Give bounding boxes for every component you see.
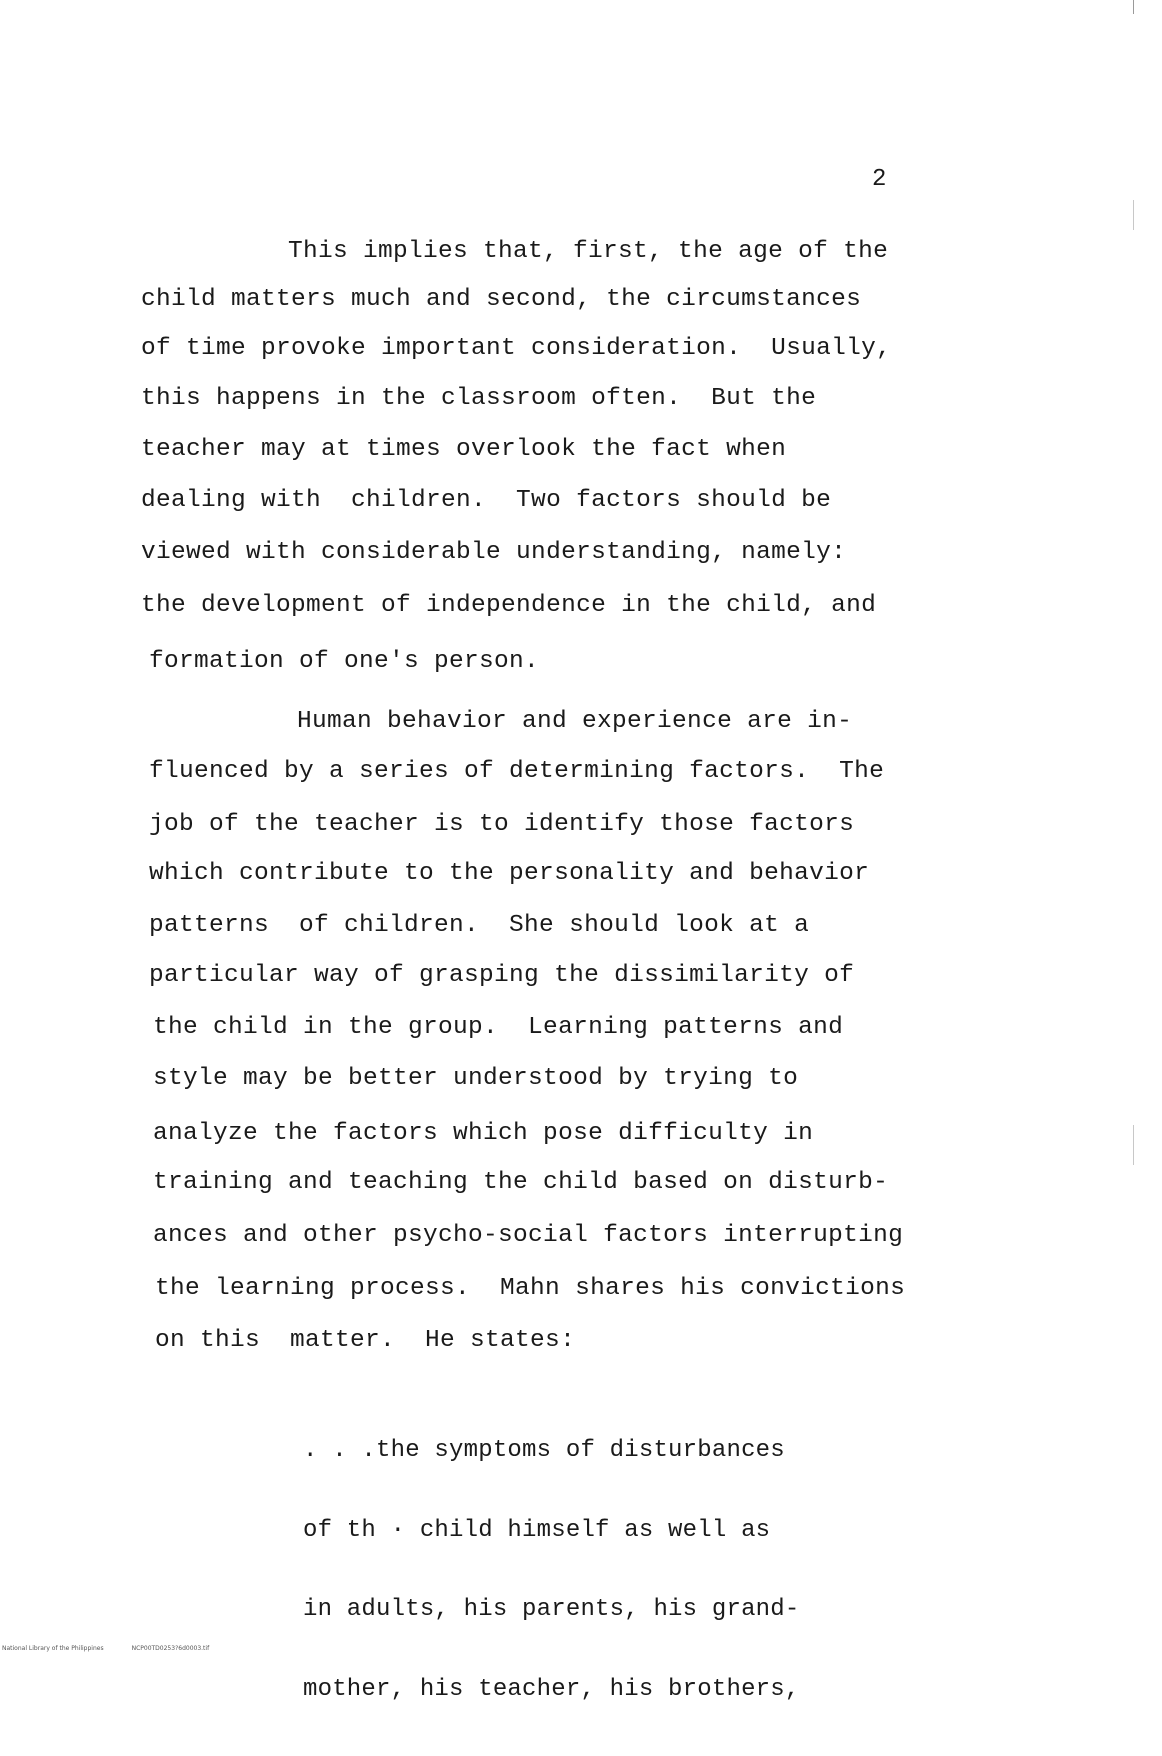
text-line: style may be better understood by trying to [153,1065,799,1092]
quote-line: mother, his teacher, his brothers, [303,1675,800,1703]
text-line: of time provoke important consideration. Usually, [141,335,892,362]
text-line: analyze the factors which pose difficulty in [153,1120,814,1147]
text-line: patterns of children. She should look at a [149,912,810,939]
text-line: the development of independence in the child, and [141,592,877,619]
quote-line: of th · child himself as well as [303,1516,771,1544]
footer-file-id: NCP00TD0253?6d0003.tif [131,1645,210,1652]
text-line: the learning process. Mahn shares his convictions [155,1275,906,1302]
scan-edge-mark [1133,1125,1134,1165]
page-number: 2 [872,166,887,193]
footer-library: National Library of the Philippines [2,1645,104,1652]
text-line: on this matter. He states: [155,1327,576,1354]
text-line: which contribute to the personality and behavior [149,860,870,887]
quote-line: . . .the symptoms of disturbances [303,1437,785,1464]
text-line: child matters much and second, the circumstances [141,286,862,313]
quote-line: in adults, his parents, his grand- [303,1596,800,1623]
block-quote [303,1385,799,1756]
text-line: This implies that, first, the age of the [288,238,889,265]
scan-edge-mark [1133,0,1134,14]
text-line: this happens in the classroom often. But the [141,385,817,412]
text-line: training and teaching the child based on disturb- [153,1169,889,1196]
text-line: fluenced by a series of determining factors. The [149,758,885,785]
text-line: dealing with children. Two factors should be [141,487,832,514]
text-line: the child in the group. Learning patterns and [153,1014,844,1041]
scan-edge-mark [1133,200,1134,230]
text-line: formation of one's person. [149,648,540,675]
text-line: ances and other psycho-social factors interrupting [153,1222,904,1249]
text-line: teacher may at times overlook the fact when [141,436,787,463]
text-line: job of the teacher is to identify those factors [149,811,855,838]
text-line: viewed with considerable understanding, namely: [141,539,847,566]
text-line: particular way of grasping the dissimilarity of [149,962,855,989]
text-line: Human behavior and experience are in- [297,708,853,735]
scan-footer [2,1645,237,1652]
